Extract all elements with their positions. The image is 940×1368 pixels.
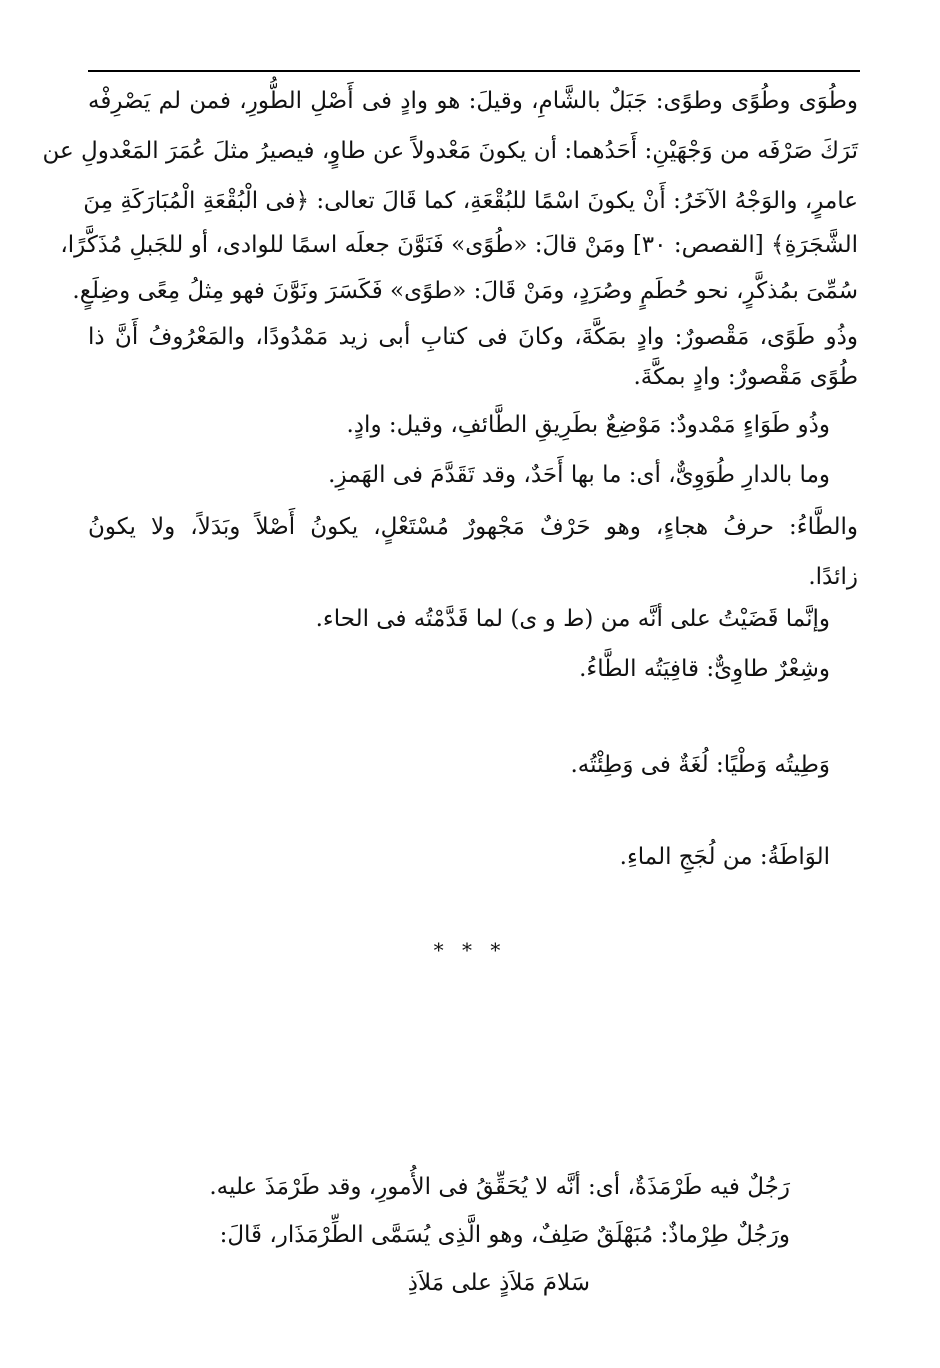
- text-line: وذُو طَوًى، مَقْصورٌ: وادٍ بمَكَّةَ، وكانَ فى كتابِ أبى زيد مَمْدُودًا، والمَعْرُوفُ أَنَّ ذا: [88, 324, 858, 350]
- header-rule: [88, 70, 860, 72]
- section-separator: * * *: [433, 938, 507, 962]
- text-line: طُوًى مَقْصورٌ: وادٍ بمكَّةَ.: [633, 364, 858, 390]
- text-line: الشَّجَرَةِ﴾ [القصص: ٣٠] ومَنْ قالَ: «طُوًى» فَنَوَّنَ جعلَه اسمًا للوادى، أو للجَبلِ مُذَكَّرًا،: [60, 232, 858, 258]
- text-line: وما بالدارِ طُوَوِىٌّ، أى: ما بها أَحَدٌ، وقد تَقَدَّمَ فى الهَمزِ.: [328, 462, 830, 488]
- text-line: تَرَكَ صَرْفَه من وَجْهَيْنِ: أَحَدُهما: أن يكونَ مَعْدولاً عن طاوٍ، فيصيرُ مثلَ عُمَرَ المَعْدولِ عن: [42, 138, 858, 164]
- text-line: وإنَّما قَضَيْتُ على أنَّه من (ط و ى) لما قَدَّمْتُه فى الحاء.: [315, 606, 830, 632]
- text-line: الوَاطَةُ: من لُجَجِ الماءِ.: [619, 844, 830, 870]
- text-line: وشِعْرٌ طاوِىٌّ: قافِيَتُه الطَّاءُ.: [579, 656, 830, 682]
- text-line: والطَّاءُ: حرفُ هجاءٍ، وهو حَرْفٌ مَجْهورٌ مُسْتَعْلٍ، يكونُ أَصْلاً وبَدَلاً، ولا يكونُ: [88, 514, 858, 540]
- verse-line: سَلامَ مَلاَذٍ على مَلاَذِ: [407, 1270, 590, 1296]
- text-line: ورَجُلٌ طِرْماذٌ: مُبَهْلَقٌ صَلِفٌ، وهو الَّذِى يُسَمَّى الطِّرْمَذَار، قَالَ:: [219, 1222, 790, 1248]
- text-line: زائدًا.: [808, 564, 858, 590]
- text-line: عامرٍ، والوَجْهُ الآخَرُ: أَنْ يكونَ اسْمًا للبُقْعَةِ، كما قَالَ تعالى: ﴿فى الْبُقْعَةِ الْمُبَارَكَةِ مِنَ: [83, 188, 858, 214]
- text-line: رَجُلٌ فيه طَرْمَذَةٌ، أى: أنَّه لا يُحَقِّقُ فى الأُمورِ، وقد طَرْمَذَ عليه.: [209, 1174, 790, 1200]
- text-line: سُمِّىَ بمُذكَّرٍ، نحو حُطَمٍ وصُرَدٍ، ومَنْ قَالَ: «طوًى» فَكَسَرَ ونَوَّنَ فهو مِثلُ مِعًى وضِلَعٍ.: [72, 278, 858, 304]
- text-line: وطُوَى وطُوًى وطوًى: جَبَلٌ بالشَّامِ، وقيلَ: هو وادٍ فى أَصْلِ الطُّورِ، فمن لم يَصْرِفْه: [88, 88, 858, 114]
- text-line: وذُو طَوَاءٍ مَمْدودٌ: مَوْضِعٌ بطَرِيقِ الطَّائفِ، وقيل: وادٍ.: [346, 412, 830, 438]
- text-line: وَطِيتُه وَطْيًا: لُغَةٌ فى وَطِئْتُه.: [570, 752, 830, 778]
